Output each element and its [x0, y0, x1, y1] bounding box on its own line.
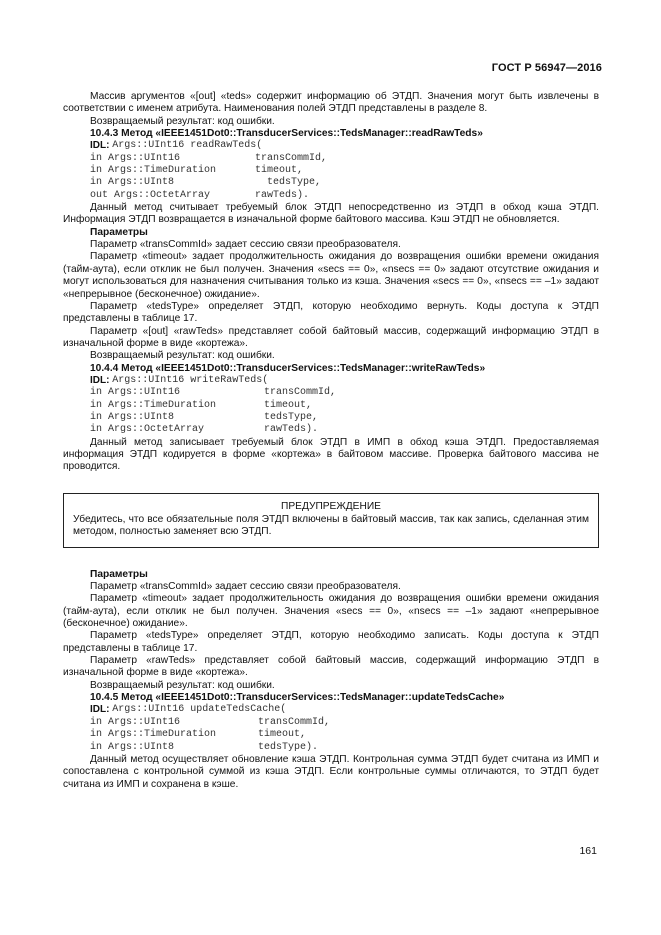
section-heading: 10.4.5 Метод «IEEE1451Dot0::TransducerServices::TedsManager::updateTedsCache»: [90, 692, 505, 704]
code-argument-name: timeout,: [255, 165, 304, 177]
paragraph: Возвращаемый результат: код ошибки.: [90, 115, 275, 127]
code-line: [63, 177, 599, 189]
paragraph: Массив аргументов «[out] «teds» содержит информацию об ЭТДП. Значения могут быть извлечены в соответствии с именем атрибута. Наименования полей ЭТДП представлены в разделе 8.: [63, 91, 599, 115]
code-argument-type: in Args::UInt8: [90, 741, 175, 753]
code-argument-type: out Args::OctetArray: [90, 189, 211, 201]
code-argument-name: transCommId,: [255, 152, 328, 164]
idl-label: IDL:: [90, 140, 113, 152]
code-argument-type: in Args::UInt8: [90, 411, 175, 423]
code-line: [63, 375, 599, 387]
code-line: [63, 729, 599, 741]
paragraph: Параметр «tedsType» определяет ЭТДП, которую необходимо записать. Коды доступа к ЭТДП представлены в таблице 17.: [63, 630, 599, 654]
page-body: [63, 91, 599, 791]
paragraph: Параметр «timeout» задает продолжительность ожидания до возвращения ошибки времени ожидания (тайм-аута), если отклик не был получен. Значения «secs == 0», «nsecs == 0» задают отсутствие ожидания и могут использоваться для назначения считывания только из кэша. Значения «secs == 0», «nsecs == –1» задают «непрерывное (бесконечное) ожидание».: [63, 251, 599, 300]
code-signature: Args::UInt16 writeRawTeds(: [112, 374, 269, 386]
section-heading: 10.4.4 Метод «IEEE1451Dot0::TransducerServices::TedsManager::writeRawTeds»: [90, 362, 486, 374]
code-argument-name: rawTeds).: [264, 424, 319, 436]
code-line: [63, 190, 599, 202]
warning-title: ПРЕДУПРЕЖДЕНИЕ: [281, 500, 381, 512]
idl-code-block: [63, 140, 599, 202]
paragraph: Параметр «rawTeds» представляет собой байтовый массив, содержащий информацию ЭТДП в изначальной форме в виде «кортежа».: [63, 655, 599, 679]
code-argument-name: rawTeds).: [255, 189, 310, 201]
code-argument-type: in Args::UInt8: [90, 177, 175, 189]
code-line: [63, 140, 599, 152]
code-argument-type: in Args::TimeDuration: [90, 165, 217, 177]
section-heading: Параметры: [90, 568, 148, 580]
code-argument-name: timeout,: [258, 729, 307, 741]
code-line: [63, 153, 599, 165]
code-argument-name: tedsType,: [264, 411, 319, 423]
standard-designation: ГОСТ Р 56947—2016: [491, 62, 602, 74]
code-line: [63, 704, 599, 716]
code-line: [63, 424, 599, 436]
code-argument-name: tedsType,: [255, 177, 322, 189]
idl-code-block: [63, 704, 599, 753]
paragraph: Параметр «tedsType» определяет ЭТДП, которую необходимо вернуть. Коды доступа к ЭТДП представлены в таблице 17.: [63, 300, 599, 325]
code-line: [63, 742, 599, 754]
code-signature: Args::UInt16 updateTedsCache(: [112, 704, 287, 716]
paragraph: Параметр «transCommId» задает сессию связи преобразователя.: [90, 581, 401, 593]
section-heading: Параметры: [90, 226, 148, 238]
warning-box: [63, 493, 599, 548]
idl-code-block: [63, 375, 599, 437]
code-argument-type: in Args::UInt16: [90, 716, 181, 728]
paragraph: Параметр «timeout» задает продолжительность ожидания до возвращения ошибки времени ожидания (тайм-аута), если отклик не был получен. Значения «secs == 0», «nsecs == –1» задают «непрерывное (бесконечное) ожидание».: [63, 593, 599, 630]
code-line: [63, 387, 599, 399]
paragraph: Данный метод записывает требуемый блок ЭТДП в ИМП в обход кэша ЭТДП. Предоставляемая информация ЭТДП кодируется в форме «кортежа» в байтовом массиве. Проверка байтового массива не проводится.: [63, 436, 599, 473]
paragraph: Возвращаемый результат: код ошибки.: [90, 350, 275, 362]
code-signature: Args::UInt16 readRawTeds(: [112, 140, 263, 152]
code-line: [63, 400, 599, 412]
paragraph: Параметр «transCommId» задает сессию связи преобразователя.: [90, 239, 401, 251]
section-heading: 10.4.3 Метод «IEEE1451Dot0::TransducerServices::TedsManager::readRawTeds»: [90, 128, 483, 140]
code-argument-type: in Args::UInt16: [90, 387, 181, 399]
code-line: [63, 717, 599, 729]
code-argument-type: in Args::TimeDuration: [90, 729, 217, 741]
code-line: [63, 412, 599, 424]
code-argument-name: tedsType).: [258, 741, 319, 753]
warning-text: Убедитесь, что все обязательные поля ЭТДП включены в байтовый массив, так как запись, сделанная этим методом, полностью заменяет всю ЭТДП.: [73, 514, 589, 538]
paragraph: Возвращаемый результат: код ошибки.: [90, 679, 275, 691]
code-argument-type: in Args::TimeDuration: [90, 399, 217, 411]
code-line: [63, 165, 599, 177]
paragraph: Данный метод считывает требуемый блок ЭТДП непосредственно из ЭТДП в обход кэша ЭТДП. Информация ЭТДП возвращается в изначальной форме байтового массива. Кэш ЭТДП не обновляется.: [63, 202, 599, 226]
code-argument-name: transCommId,: [264, 387, 337, 399]
paragraph: Данный метод осуществляет обновление кэша ЭТДП. Контрольная сумма ЭТДП будет считана из ИМП и сопоставлена с контрольной суммой из кэша ЭТДП. Если контрольные суммы отличаются, то ЭТДП будет считана из ИМП и сохранена в кэше.: [63, 753, 599, 790]
paragraph: Параметр «[out] «rawTeds» представляет собой байтовый массив, содержащий информацию ЭТДП в изначальной форме в виде «кортежа».: [63, 325, 599, 349]
code-argument-name: transCommId,: [258, 716, 331, 728]
code-argument-type: in Args::UInt16: [90, 152, 181, 164]
idl-label: IDL:: [90, 704, 113, 716]
idl-label: IDL:: [90, 374, 113, 386]
code-argument-type: in Args::OctetArray: [90, 424, 205, 436]
code-argument-name: timeout,: [264, 399, 313, 411]
page-number: 161: [579, 845, 597, 857]
